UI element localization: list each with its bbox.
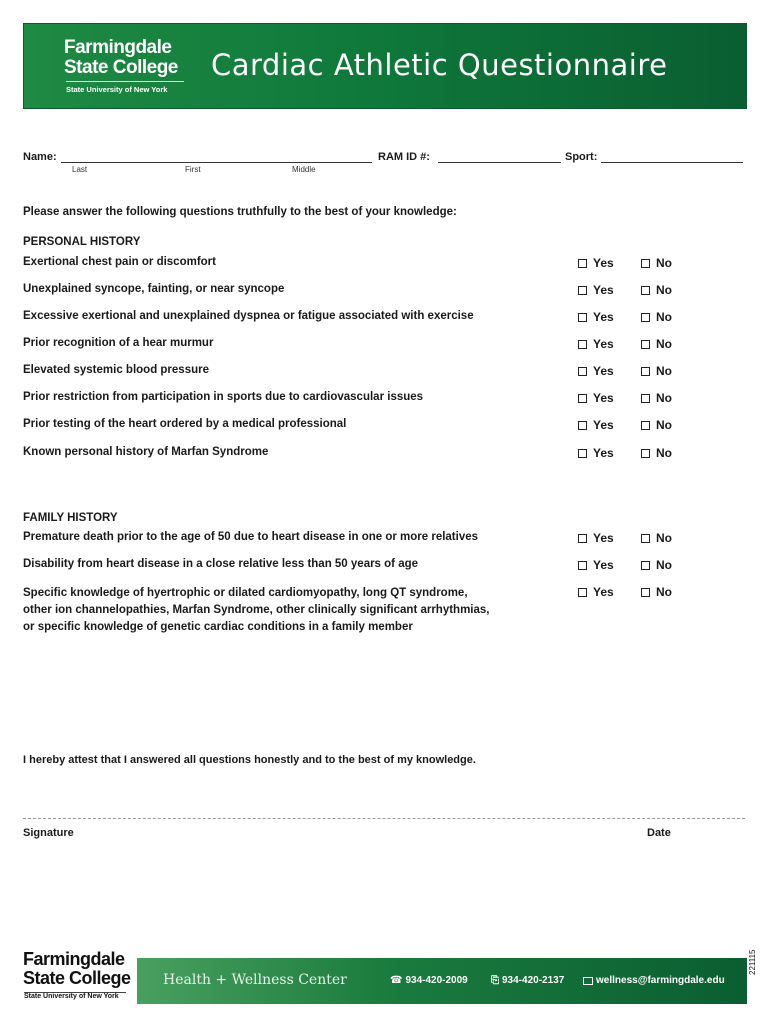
checkbox[interactable]: [578, 421, 587, 430]
yes-label: Yes: [593, 337, 614, 351]
question-line: Specific knowledge of hyertrophic or dilated cardiomyopathy, long QT syndrome,: [23, 587, 468, 599]
no-label: No: [656, 310, 672, 324]
logo-subtitle: State University of New York: [66, 85, 168, 94]
footer-email[interactable]: [583, 975, 725, 986]
yes-option[interactable]: [578, 558, 614, 572]
checkbox[interactable]: [641, 286, 650, 295]
yes-option[interactable]: [578, 256, 614, 270]
fax-icon: ⎘: [491, 975, 499, 986]
no-label: No: [656, 256, 672, 270]
checkbox[interactable]: [641, 561, 650, 570]
header-banner: [23, 23, 747, 109]
checkbox[interactable]: [641, 449, 650, 458]
yes-option[interactable]: [578, 418, 614, 432]
logo-line-2: State College: [64, 57, 178, 78]
no-label: No: [656, 283, 672, 297]
footer-center-name: Health + Wellness Center: [163, 972, 347, 988]
signature-line[interactable]: [23, 818, 745, 819]
question-line: or specific knowledge of genetic cardiac conditions in a family member: [23, 621, 413, 633]
yes-label: Yes: [593, 283, 614, 297]
question-line: other ion channelopathies, Marfan Syndrome, other clinically significant arrhythmias,: [23, 604, 490, 616]
yes-label: Yes: [593, 446, 614, 460]
fax-number: 934-420-2137: [502, 975, 565, 986]
no-option[interactable]: [641, 337, 672, 351]
email-icon: [583, 977, 593, 985]
checkbox[interactable]: [578, 534, 587, 543]
personal-history-heading: PERSONAL HISTORY: [23, 236, 141, 248]
yes-option[interactable]: [578, 364, 614, 378]
footer-logo-line-1: Farmingdale: [23, 949, 125, 969]
checkbox[interactable]: [578, 340, 587, 349]
question-text: Unexplained syncope, fainting, or near syncope: [23, 283, 285, 295]
yes-option[interactable]: [578, 531, 614, 545]
yes-option[interactable]: [578, 446, 614, 460]
no-option[interactable]: [641, 418, 672, 432]
no-option[interactable]: [641, 585, 672, 599]
yes-label: Yes: [593, 585, 614, 599]
no-label: No: [656, 558, 672, 572]
question-text: Excessive exertional and unexplained dyspnea or fatigue associated with exercise: [23, 310, 474, 322]
question-text: Disability from heart disease in a close relative less than 50 years of age: [23, 558, 419, 570]
checkbox[interactable]: [578, 313, 587, 322]
footer-logo-line-2: State College: [23, 968, 131, 988]
no-label: No: [656, 418, 672, 432]
date-label: Date: [647, 827, 671, 839]
footer-logo-subtitle: State University of New York: [24, 993, 119, 1000]
no-option[interactable]: [641, 256, 672, 270]
footer-logo: [23, 950, 131, 988]
no-option[interactable]: [641, 364, 672, 378]
no-label: No: [656, 337, 672, 351]
checkbox[interactable]: [578, 449, 587, 458]
sport-field[interactable]: [601, 161, 743, 163]
question-text: Prior restriction from participation in sports due to cardiovascular issues: [23, 391, 424, 403]
ramid-field[interactable]: [438, 161, 561, 163]
no-option[interactable]: [641, 446, 672, 460]
form-code: 221115: [748, 949, 757, 975]
name-label: Name:: [23, 151, 57, 163]
page-title: Cardiac Athletic Questionnaire: [211, 48, 668, 82]
yes-option[interactable]: [578, 391, 614, 405]
no-option[interactable]: [641, 310, 672, 324]
yes-label: Yes: [593, 256, 614, 270]
logo-line-1: Farmingdale: [64, 37, 172, 58]
yes-label: Yes: [593, 364, 614, 378]
sport-label: Sport:: [565, 151, 598, 163]
checkbox[interactable]: [641, 367, 650, 376]
question-text-multiline: [23, 585, 490, 636]
checkbox[interactable]: [641, 534, 650, 543]
no-label: No: [656, 531, 672, 545]
email-address: wellness@farmingdale.edu: [596, 975, 725, 986]
first-sublabel: First: [185, 165, 201, 174]
question-text: Prior testing of the heart ordered by a medical professional: [23, 418, 347, 430]
no-option[interactable]: [641, 283, 672, 297]
question-text: Exertional chest pain or discomfort: [23, 256, 216, 268]
no-label: No: [656, 364, 672, 378]
checkbox[interactable]: [641, 421, 650, 430]
yes-option[interactable]: [578, 283, 614, 297]
footer-phone[interactable]: [390, 975, 468, 986]
attestation-text: I hereby attest that I answered all questions honestly and to the best of my knowledge.: [23, 754, 476, 766]
yes-label: Yes: [593, 391, 614, 405]
checkbox[interactable]: [641, 259, 650, 268]
checkbox[interactable]: [578, 588, 587, 597]
question-text: Elevated systemic blood pressure: [23, 364, 209, 376]
family-history-heading: FAMILY HISTORY: [23, 512, 118, 524]
yes-label: Yes: [593, 418, 614, 432]
checkbox[interactable]: [578, 259, 587, 268]
footer-fax[interactable]: [491, 975, 564, 986]
college-logo: [64, 38, 178, 78]
checkbox[interactable]: [641, 588, 650, 597]
no-option[interactable]: [641, 558, 672, 572]
checkbox[interactable]: [578, 367, 587, 376]
no-option[interactable]: [641, 531, 672, 545]
no-label: No: [656, 446, 672, 460]
logo-divider: [66, 81, 184, 82]
checkbox[interactable]: [578, 394, 587, 403]
yes-label: Yes: [593, 531, 614, 545]
question-text: Prior recognition of a hear murmur: [23, 337, 214, 349]
instruction-text: Please answer the following questions truthfully to the best of your knowledge:: [23, 206, 457, 218]
yes-label: Yes: [593, 310, 614, 324]
question-text: Known personal history of Marfan Syndrome: [23, 446, 269, 458]
checkbox[interactable]: [641, 313, 650, 322]
phone-number: 934-420-2009: [405, 975, 468, 986]
yes-option[interactable]: [578, 310, 614, 324]
signature-label: Signature: [23, 827, 74, 839]
checkbox[interactable]: [641, 394, 650, 403]
checkbox[interactable]: [578, 286, 587, 295]
checkbox[interactable]: [641, 340, 650, 349]
middle-sublabel: Middle: [292, 165, 316, 174]
no-label: No: [656, 391, 672, 405]
no-option[interactable]: [641, 391, 672, 405]
yes-option[interactable]: [578, 585, 614, 599]
phone-icon: ☎: [390, 975, 403, 986]
ramid-label: RAM ID #:: [378, 151, 430, 163]
yes-label: Yes: [593, 558, 614, 572]
question-text: Premature death prior to the age of 50 due to heart disease in one or more relatives: [23, 531, 479, 543]
last-sublabel: Last: [72, 165, 88, 174]
no-label: No: [656, 585, 672, 599]
yes-option[interactable]: [578, 337, 614, 351]
checkbox[interactable]: [578, 561, 587, 570]
name-field[interactable]: [61, 161, 372, 163]
